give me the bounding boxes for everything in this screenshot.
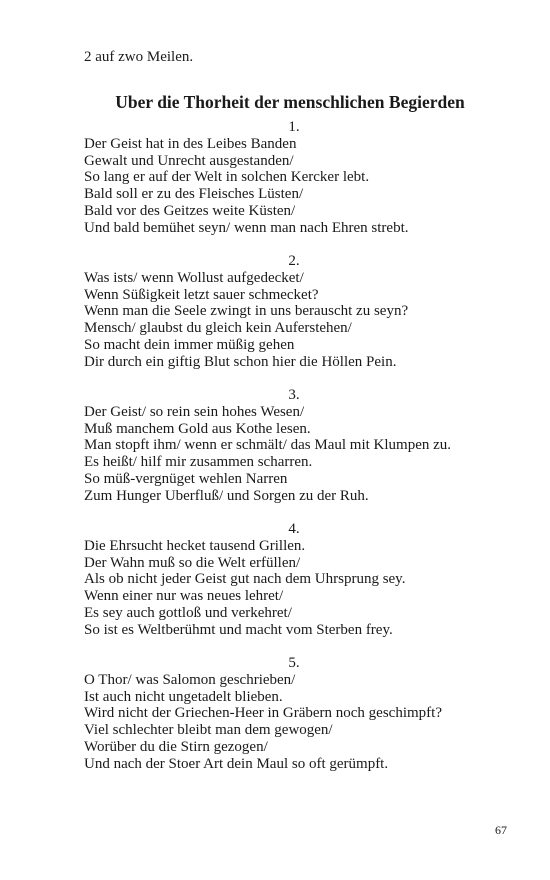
verse-line: Wenn man die Seele zwingt in uns berauscht zu seyn? [84, 303, 409, 320]
verse-line: Muß manchem Gold aus Kothe lesen. [84, 420, 311, 437]
verse-line: Der Wahn muß so die Welt erfüllen/ [84, 554, 301, 571]
verse-line: Und bald bemühet seyn/ wenn man nach Ehren strebt. [84, 219, 409, 236]
verse-line: Gewalt und Unrecht ausgestanden/ [84, 152, 294, 169]
verse-line: So lang er auf der Welt in solchen Kercker lebt. [84, 169, 370, 186]
verse-line: Der Geist hat in des Leibes Banden [84, 135, 297, 152]
verse-line: Und nach der Stoer Art dein Maul so oft gerümpft. [84, 755, 389, 772]
verse-line: Bald vor des Geitzes weite Küsten/ [84, 202, 296, 219]
verse-line: Was ists/ wenn Wollust aufgedecket/ [84, 269, 304, 286]
stanza-number: 4. [288, 521, 300, 537]
verse-line: Als ob nicht jeder Geist gut nach dem Uhrsprung sey. [84, 571, 406, 588]
verse-line: Man stopft ihm/ wenn er schmält/ das Maul mit Klumpen zu. [84, 437, 452, 454]
poem-title: Uber die Thorheit der menschlichen Begierden [115, 92, 465, 112]
verse-line: Wird nicht der Griechen-Heer in Gräbern noch geschimpft? [84, 705, 442, 722]
stanza-number: 2. [288, 253, 300, 269]
verse-line: O Thor/ was Salomon geschrieben/ [84, 671, 296, 688]
verse-line: Bald soll er zu des Fleisches Lüsten/ [84, 186, 304, 203]
verse-line: Zum Hunger Uberfluß/ und Sorgen zu der Ruh. [84, 487, 369, 504]
stanza-2 [84, 253, 504, 371]
stanza-number: 5. [288, 655, 300, 671]
verse-line: Ist auch nicht ungetadelt blieben. [84, 688, 283, 705]
verse-line: Wenn Süßigkeit letzt sauer schmecket? [84, 286, 319, 303]
verse-line: So macht dein immer müßig gehen [84, 336, 295, 353]
verse-line: Wenn einer nur was neues lehret/ [84, 588, 284, 605]
verse-line: Dir durch ein giftig Blut schon hier die Höllen Pein. [84, 353, 397, 370]
verse-line: So müß-vergnüget wehlen Narren [84, 470, 288, 487]
verse-line: Worüber du die Stirn gezogen/ [84, 738, 268, 755]
page-number: 67 [495, 823, 507, 837]
stanza-3 [84, 387, 504, 505]
stanza-1 [84, 119, 504, 237]
verse-line: So ist es Weltberühmt und macht vom Sterben frey. [84, 621, 393, 638]
stanza-number: 3. [288, 387, 300, 403]
verse-line: Der Geist/ so rein sein hohes Wesen/ [84, 403, 305, 420]
stanza-5 [84, 655, 504, 773]
stanza-4 [84, 521, 504, 639]
verse-line: Die Ehrsucht hecket tausend Grillen. [84, 537, 306, 554]
verse-line: Es sey auch gottloß und verkehret/ [84, 604, 292, 621]
verse-line: Mensch/ glaubst du gleich kein Auferstehen/ [84, 320, 352, 337]
footnote: 2 auf zwo Meilen. [84, 49, 194, 65]
verse-line: Viel schlechter bleibt man dem gewogen/ [84, 722, 333, 739]
verse-line: Es heißt/ hilf mir zusammen scharren. [84, 454, 313, 471]
stanza-number: 1. [288, 119, 300, 135]
